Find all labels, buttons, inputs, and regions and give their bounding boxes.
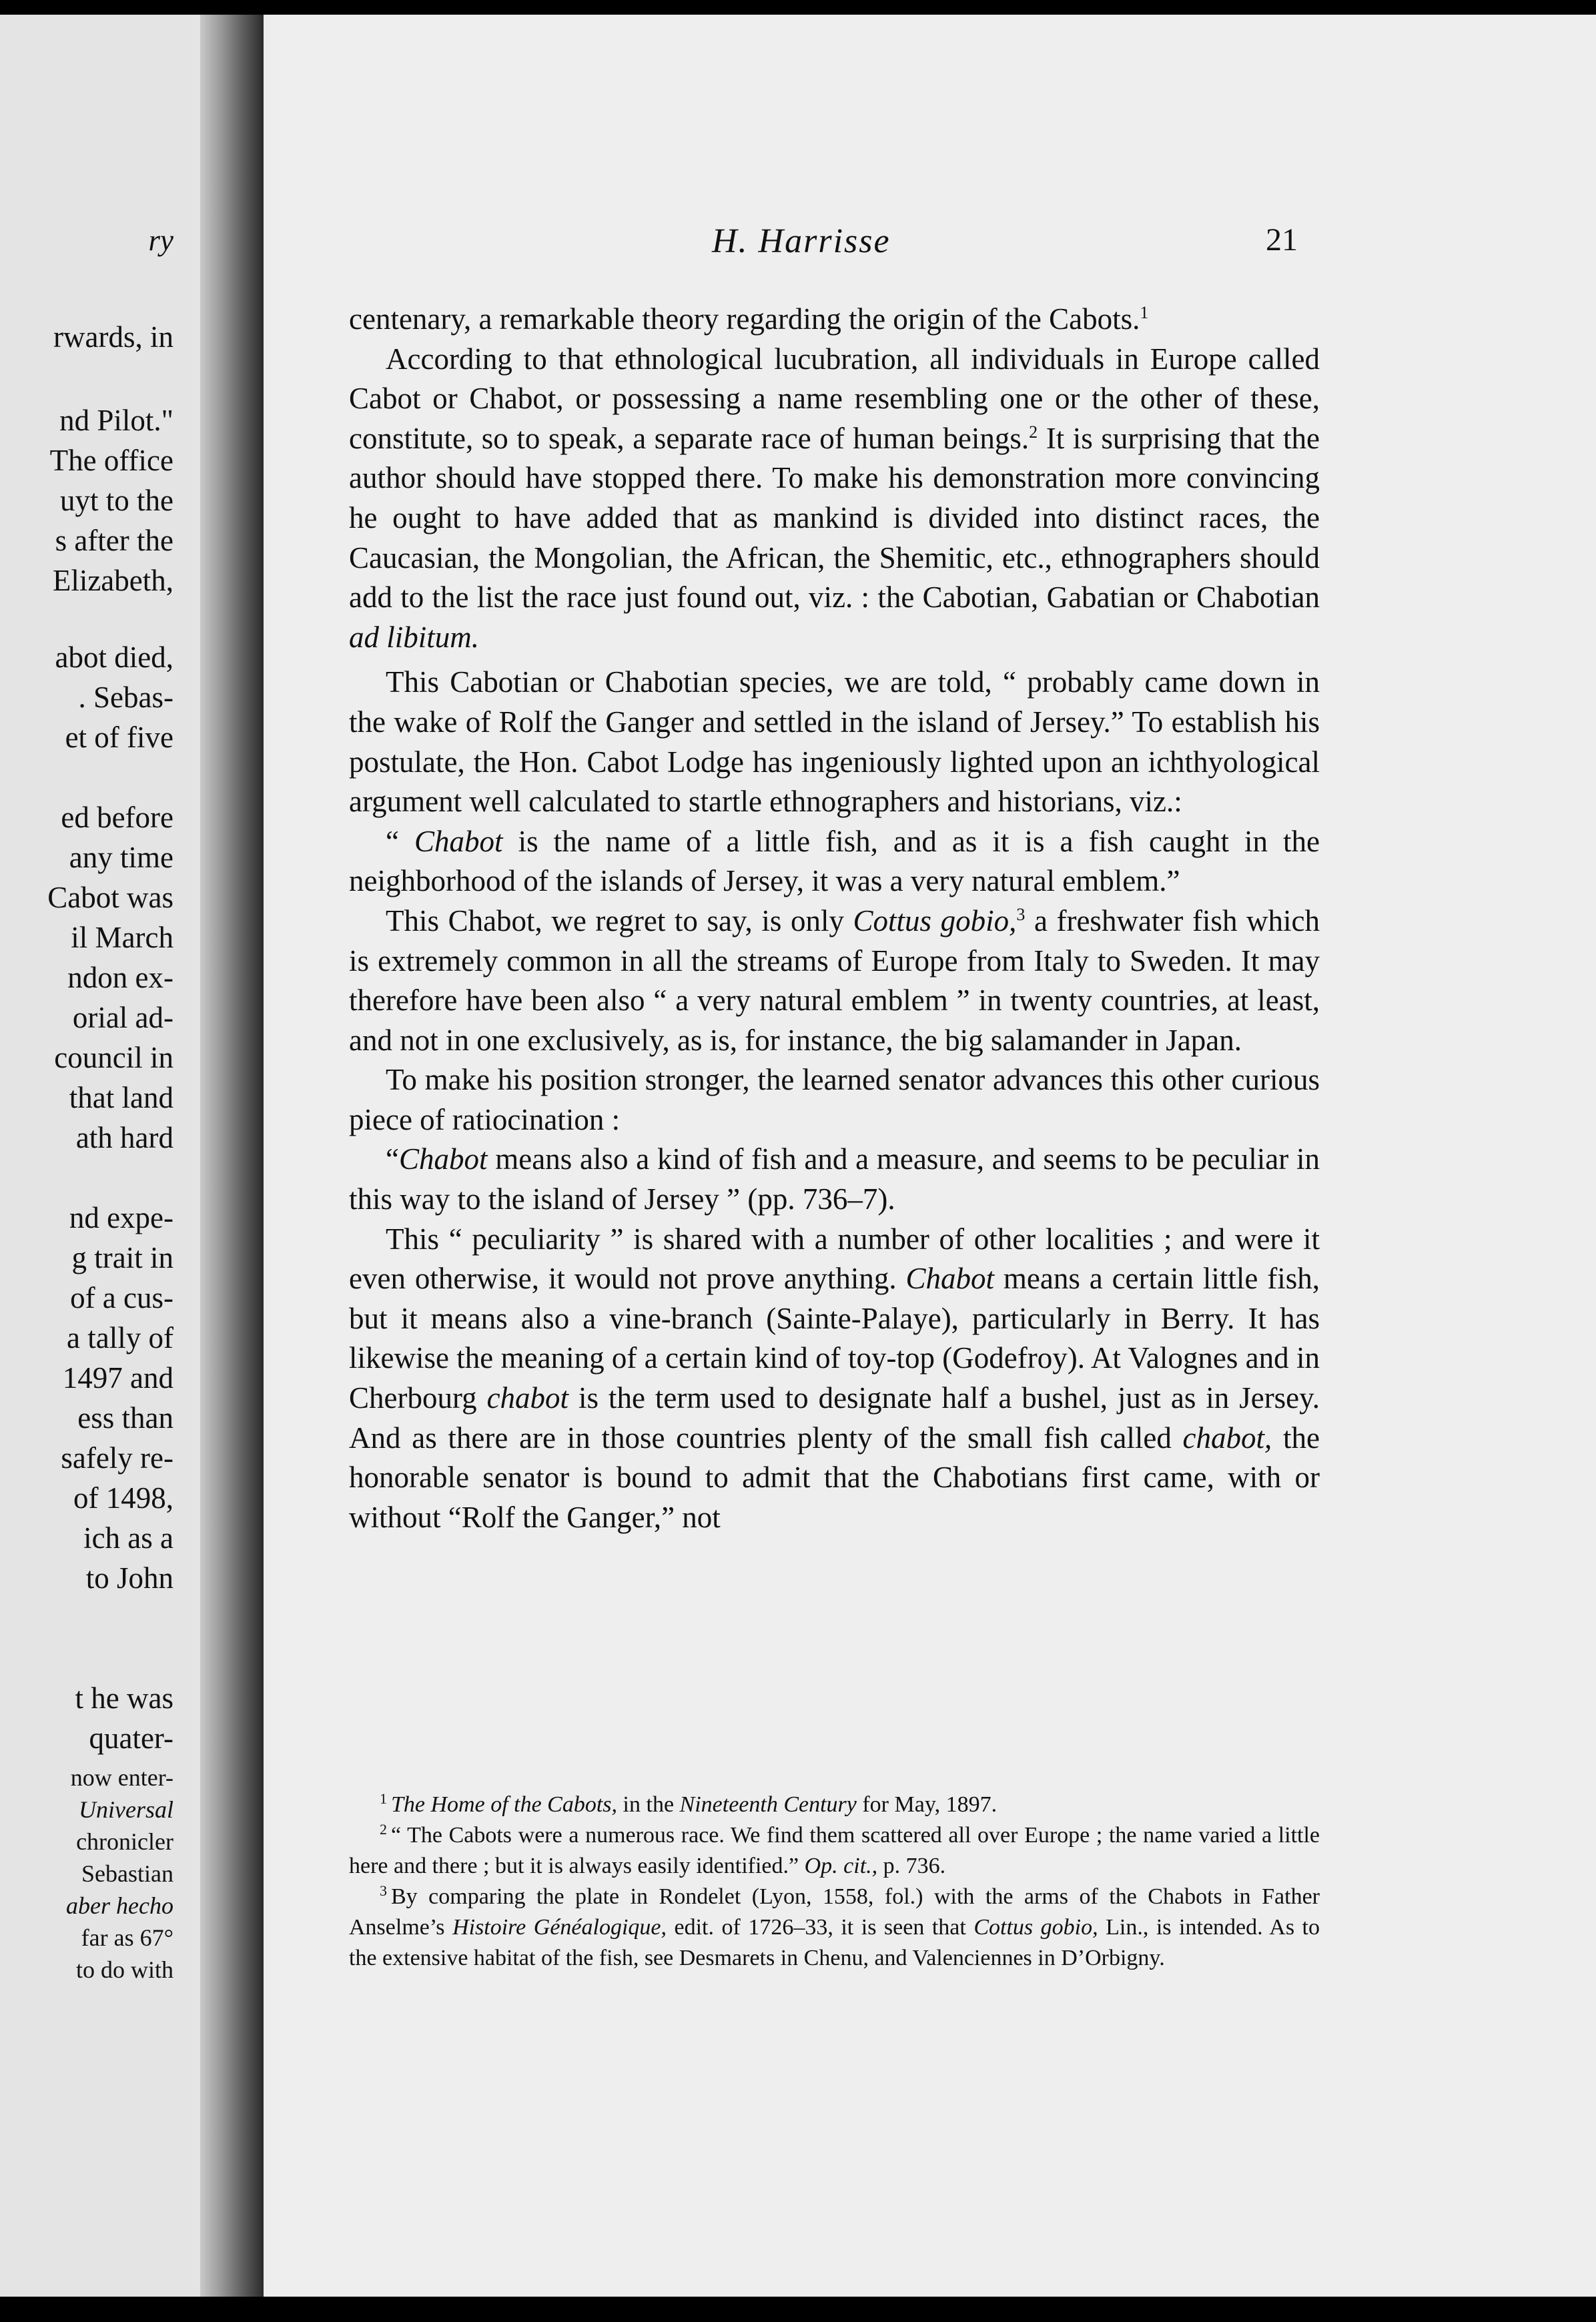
footnote-text: for May, 1897. [856,1792,998,1817]
left-page-line: il March [71,921,173,954]
left-page-line: safely re- [61,1441,173,1475]
paragraph-text: This Chabot, we regret to say, is only [386,903,853,937]
paragraph-text: According to that ethnological lucubration, all individuals in Europe called Cabot or Chabot, or possessing a name resembling one or the other of these, constitute, so to speak, a separate race of human beings. [349,342,1320,455]
left-page-line: chronicler [76,1828,173,1855]
left-page-line: nd expe- [69,1201,173,1234]
paragraph-text: is the term used to designate half a bushel, just as in Jersey. And as there are in those countries plenty of the small fish called [349,1381,1320,1455]
left-page-line: ath hard [75,1121,173,1154]
left-page-line: Elizabeth, [52,564,173,597]
left-page-line: nd Pilot." [59,404,173,437]
footnote-ref-2: 2 [1029,422,1038,442]
left-page-line: rwards, in [53,320,173,354]
left-page-line: s after the [55,524,173,557]
paragraph-text: means also a kind of fish and a measure, and seems to be peculiar in this way to the island of Jersey ” (pp. 736–7). [349,1142,1320,1216]
quote-mark: “ [386,1142,399,1176]
left-page-line: council in [54,1041,173,1074]
paragraph-6 [349,1220,1320,1538]
book-gutter-shadow [200,15,264,2297]
page-number: 21 [1266,222,1298,258]
footnote-text: edit. of 1726–33, it is seen that [666,1915,974,1940]
paragraph-5 [349,1060,1320,1140]
left-page-line: Universal [79,1796,173,1823]
footnote-ref-3: 3 [1016,904,1026,924]
left-page-line: now enter- [70,1764,173,1791]
left-page-line: g trait in [71,1241,173,1274]
footnote-marker: 3 [380,1882,387,1899]
left-page-line: that land [69,1081,173,1114]
left-page-line: t he was [75,1681,173,1715]
paragraph-text: is the name of a little fish, and as it is a fish caught in the neighborhood of the islands of Jersey, it was a very natural emblem.” [349,824,1320,898]
italic-text: Histoire Généalogique, [452,1915,667,1940]
paragraph-text: the honorable senator is bound to admit that the Chabotians first came, with or without “Rolf the Ganger,” not [349,1421,1320,1534]
paragraph-text: To make his position stronger, the learned senator advances this other curious piece of ratiocination : [349,1063,1320,1136]
left-page-line: abot died, [55,641,173,674]
footnotes [349,1790,1320,1974]
left-page-line: any time [69,841,173,874]
italic-text: Chabot [398,1142,488,1176]
paragraph-2 [349,340,1320,658]
paragraph-text: centenary, a remarkable theory regarding the origin of the Cabots. [349,302,1140,336]
footnote-text: Lin., is intended. As to the extensive habitat of the fish, see Desmarets in Chenu, and Valenciennes in D’Orbigny. [349,1915,1320,1970]
left-page-line: far as 67° [81,1924,173,1951]
italic-text: Op. cit., [804,1854,878,1878]
left-page-line: to do with [75,1956,173,1983]
footnote-text: in the [617,1792,680,1817]
left-page-line: quater- [89,1721,173,1755]
footnote-1 [349,1790,1320,1820]
italic-text: Chabot [905,1262,995,1296]
left-page-line: ry [148,224,173,257]
scan-top-border [0,0,1596,15]
italic-text: Chabot [414,824,503,858]
right-page [264,15,1596,2297]
footnote-ref-1: 1 [1140,303,1149,322]
quotation-1 [349,822,1320,901]
left-page-line: . Sebas- [78,681,173,714]
left-page-line: orial ad- [72,1001,173,1034]
footnote-marker: 2 [380,1820,387,1838]
paragraph-3 [349,663,1320,821]
left-page-line: to John [85,1561,173,1595]
left-page-fragment [0,15,200,2297]
italic-text: chabot, [1182,1421,1272,1455]
footnote-3 [349,1882,1320,1974]
italic-text: Cottus gobio, [973,1915,1098,1940]
left-page-line: of 1498, [73,1481,173,1515]
paragraph-text: means a certain little fish, but it means also a vine-branch (Sainte-Palaye), particularly in Berry. It has likewise the meaning of a certain kind of toy-top (Godefroy). At Valognes and in Cherbourg [349,1262,1320,1415]
left-page-line: ndon ex- [67,961,173,994]
footnote-text: “ The Cabots were a numerous race. We find them scattered all over Europe ; the name varied a little here and there ; but it is always easily identified.” [349,1823,1320,1878]
paragraph-4 [349,901,1320,1060]
footnote-text: p. 736. [877,1854,946,1878]
quotation-2 [349,1140,1320,1219]
italic-text: The Home of the Cabots, [391,1792,618,1817]
quote-mark: “ [386,824,415,858]
left-page-line: Sebastian [81,1860,173,1887]
left-page-line: 1497 and [62,1361,173,1395]
italic-text: Nineteenth Century [679,1792,857,1817]
paragraph-text: This Cabotian or Chabotian species, we are told, “ probably came down in the wake of Rolf the Ganger and settled in the island of Jersey.” To establish his postulate, the Hon. Cabot Lodge has ingeniously lighted upon an ichthyological argument well calculated to startle ethnographers and historians, viz.: [349,665,1320,819]
left-page-line: ich as a [83,1521,173,1555]
left-page-line: aber hecho [66,1892,173,1919]
running-head: H. Harrisse [712,222,891,260]
scan-bottom-border [0,2297,1596,2322]
paragraph-1 [349,300,1320,340]
body-text [349,300,1320,1537]
paragraph-text: It is surprising that the author should have stopped there. To make his demonstration more convincing he ought to have added that as mankind is divided into distinct races, the Caucasian, the Mongolian, the African, the Shemitic, etc., ethnographers should add to the list the race just found out, viz. : the Cabotian, Gabatian or Chabotian [349,421,1320,615]
italic-text: ad libitum. [349,620,480,654]
paragraph-text: This “ peculiarity ” is shared with a number of other localities ; and were it even otherwise, it would not prove anything. [349,1222,1320,1296]
paragraph-text: a freshwater fish which is extremely common in all the streams of Europe from Italy to Sweden. It may therefore have been also “ a very natural emblem ” in twenty countries, at least, and not in one exclusively, as is, for instance, the big salamander in Japan. [349,903,1320,1057]
left-page-line: Cabot was [47,881,173,914]
footnote-2 [349,1820,1320,1882]
left-page-line: The office [49,444,173,477]
italic-text: chabot [486,1381,569,1415]
left-page-line: a tally of [67,1321,173,1354]
left-page-line: uyt to the [60,484,173,517]
italic-text: Cottus gobio, [853,903,1017,937]
left-page-line: of a cus- [70,1281,173,1314]
footnote-marker: 1 [380,1790,387,1807]
left-page-line: ed before [61,801,173,834]
left-page-line: et of five [65,721,173,754]
footnote-text: By comparing the plate in Rondelet (Lyon, 1558, fol.) with the arms of the Chabots in Father Anselme’s [349,1884,1320,1940]
left-page-line: ess than [77,1401,173,1435]
